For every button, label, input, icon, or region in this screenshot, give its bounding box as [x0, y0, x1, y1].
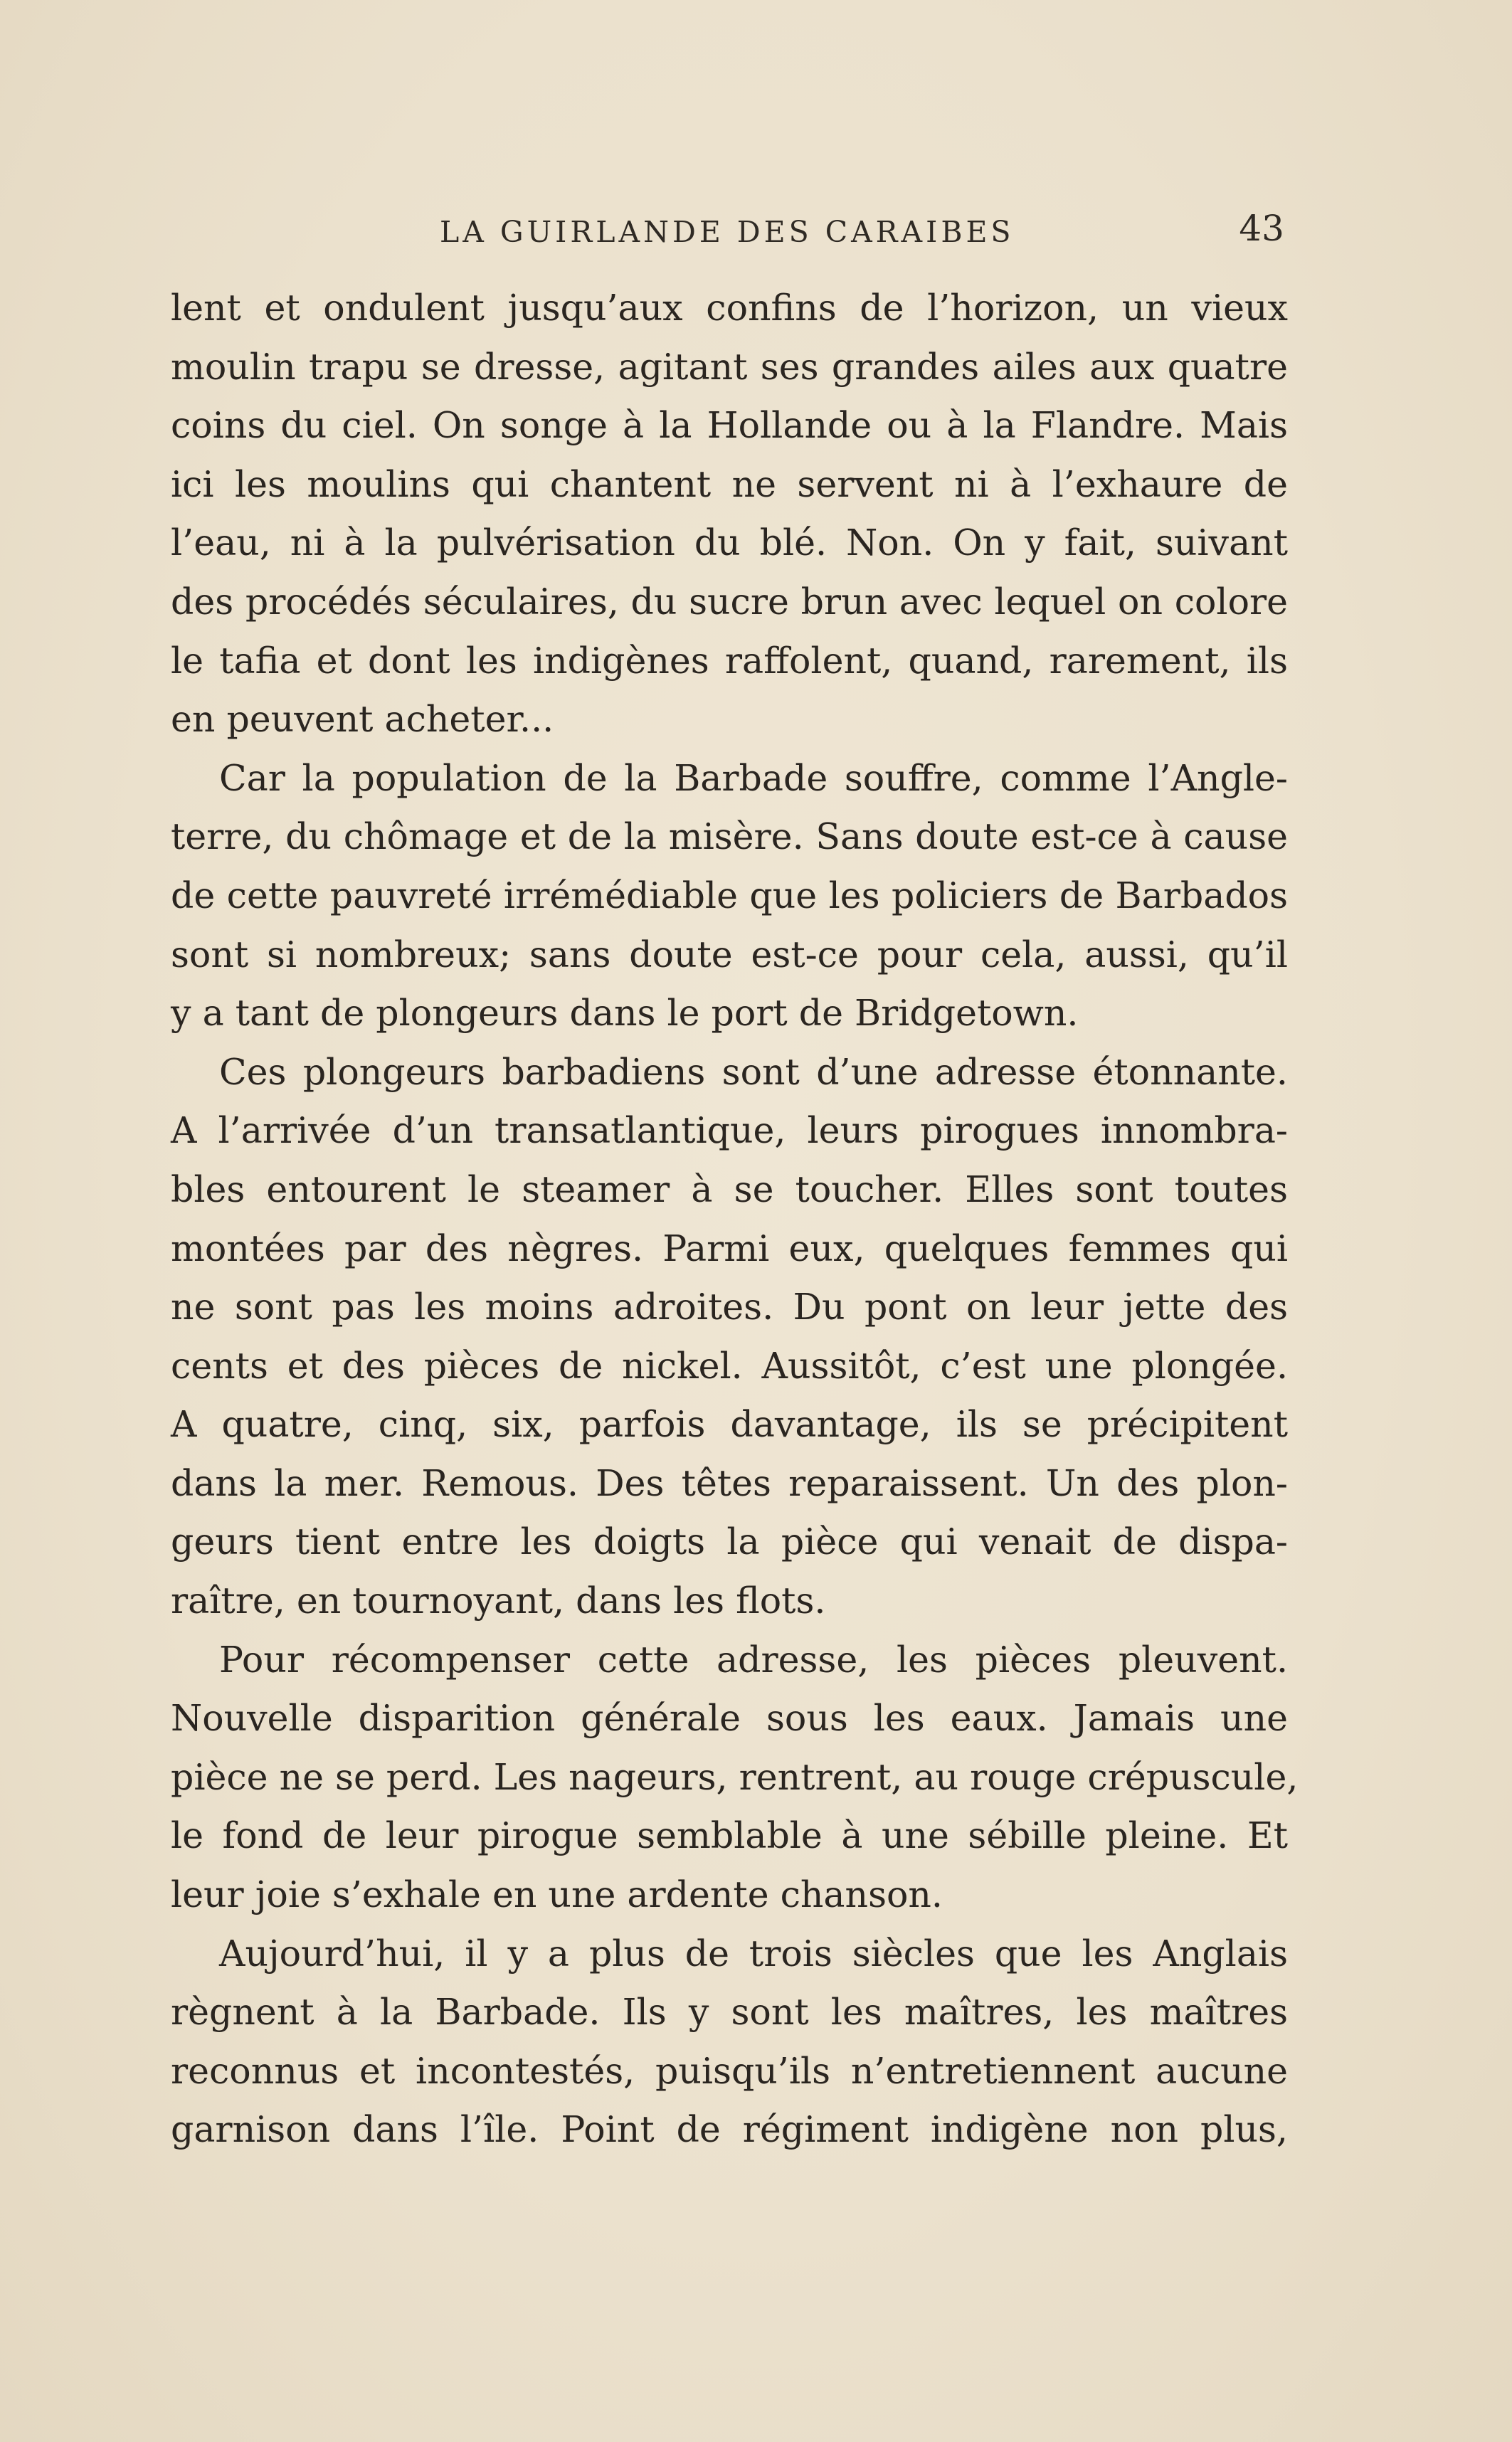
- text-line: des procédés séculaires, du sucre brun avec lequel on colore: [171, 580, 1288, 623]
- text-line: pièce ne se perd. Les nageurs, rentrent, au rouge crépuscule,: [171, 1755, 1299, 1798]
- text-line: cents et des pièces de nickel. Aussitôt, c’est une plongée.: [171, 1344, 1288, 1387]
- text-line: dans la mer. Remous. Des têtes reparaissent. Un des plon-: [171, 1462, 1288, 1504]
- page-number: 43: [1239, 208, 1284, 249]
- body-text: [171, 279, 1299, 2160]
- text-line: garnison dans l’île. Point de régiment indigène non plus,: [171, 2108, 1288, 2151]
- text-line: Car la population de la Barbade souffre, comme l’Angle-: [219, 756, 1288, 799]
- text-line: de cette pauvreté irrémédiable que les policiers de Barbados: [171, 874, 1288, 916]
- text-line: moulin trapu se dresse, agitant ses grandes ailes aux quatre: [171, 345, 1288, 388]
- text-line: A l’arrivée d’un transatlantique, leurs pirogues innombra-: [171, 1109, 1288, 1152]
- text-line: Pour récompenser cette adresse, les pièces pleuvent.: [219, 1638, 1288, 1681]
- running-title: LA GUIRLANDE DES CARAIBES: [440, 215, 1015, 249]
- text-line: le fond de leur pirogue semblable à une sébille pleine. Et: [171, 1814, 1288, 1857]
- running-head: [171, 205, 1284, 255]
- text-line: l’eau, ni à la pulvérisation du blé. Non. On y fait, suivant: [171, 522, 1288, 564]
- text-line: geurs tient entre les doigts la pièce qui venait de dispa-: [171, 1521, 1288, 1563]
- text-line: reconnus et incontestés, puisqu’ils n’entretiennent aucune: [171, 2049, 1288, 2092]
- text-line: bles entourent le steamer à se toucher. Elles sont toutes: [171, 1168, 1288, 1210]
- text-line: lent et ondulent jusqu’aux confins de l’horizon, un vieux: [171, 287, 1288, 329]
- text-line: règnent à la Barbade. Ils y sont les maîtres, les maîtres: [171, 1991, 1288, 2034]
- text-line: le tafia et dont les indigènes raffolent, quand, rarement, ils: [171, 639, 1288, 682]
- text-line: raître, en tournoyant, dans les flots.: [171, 1580, 826, 1622]
- text-line: en peuvent acheter...: [171, 698, 554, 741]
- text-line: y a tant de plongeurs dans le port de Bridgetown.: [171, 992, 1079, 1035]
- text-line: leur joie s’exhale en une ardente chanson.: [171, 1873, 943, 1916]
- text-line: ne sont pas les moins adroites. Du pont on leur jette des: [171, 1286, 1288, 1328]
- text-line: Ces plongeurs barbadiens sont d’une adresse étonnante.: [219, 1050, 1288, 1093]
- text-line: sont si nombreux; sans doute est-ce pour cela, aussi, qu’il: [171, 933, 1288, 976]
- text-line: coins du ciel. On songe à la Hollande ou à la Flandre. Mais: [171, 404, 1288, 447]
- text-line: terre, du chômage et de la misère. Sans doute est-ce à cause: [171, 815, 1288, 858]
- text-line: Nouvelle disparition générale sous les eaux. Jamais une: [171, 1697, 1288, 1740]
- text-line: montées par des nègres. Parmi eux, quelques femmes qui: [171, 1227, 1288, 1269]
- text-line: Aujourd’hui, il y a plus de trois siècles que les Anglais: [219, 1932, 1288, 1975]
- text-line: ici les moulins qui chantent ne servent ni à l’exhaure de: [171, 462, 1288, 505]
- text-line: A quatre, cinq, six, parfois davantage, ils se précipitent: [171, 1403, 1288, 1446]
